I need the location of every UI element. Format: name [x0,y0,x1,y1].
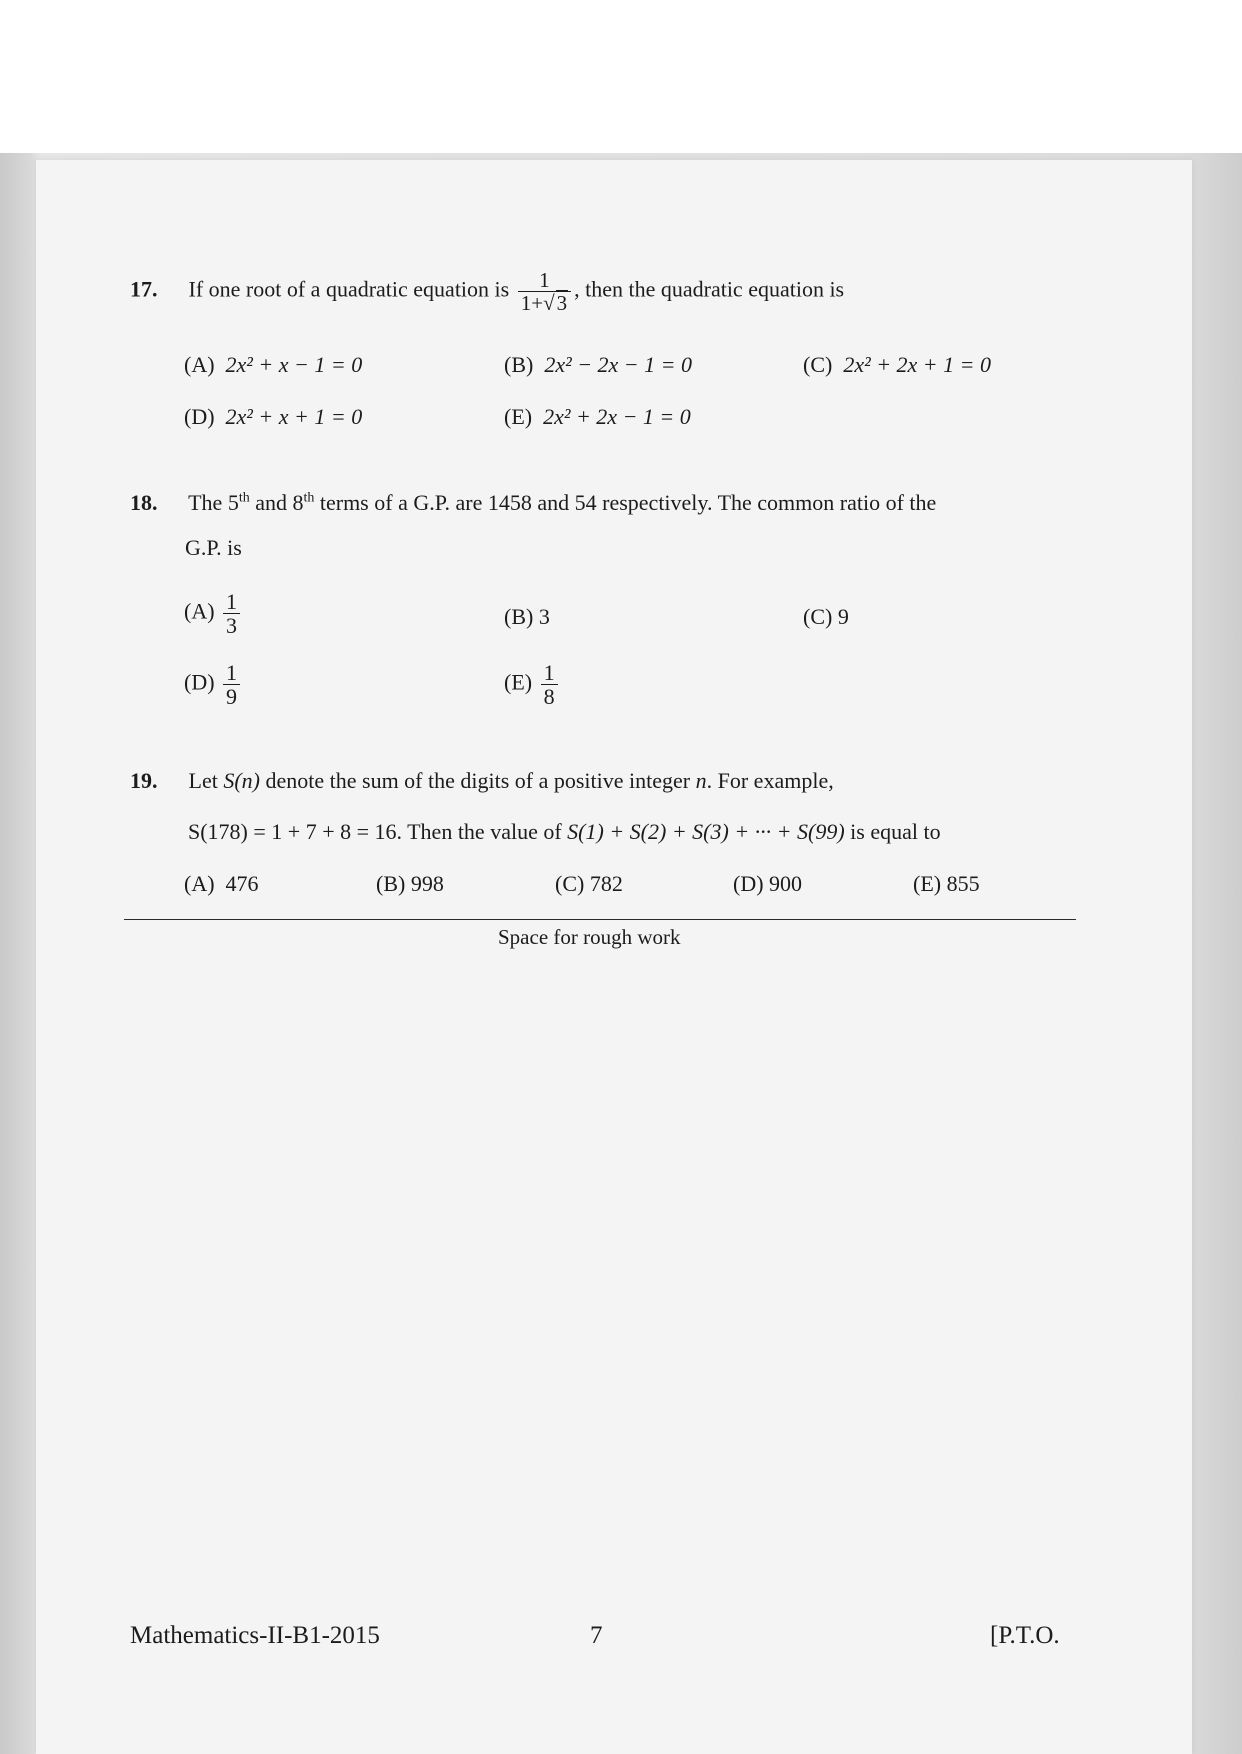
question-19 [130,768,834,794]
fraction-numerator: 1 [518,269,571,292]
option-label: (B) [376,871,406,896]
option-label: (E) [504,669,533,695]
option-text: 2x² + x + 1 = 0 [225,404,363,429]
option-label: (C) [803,604,833,629]
option-text: 782 [589,871,623,896]
footer-page-number: 7 [590,1622,603,1649]
fraction-numerator: 1 [223,590,240,614]
question-stem-continuation: , then the quadratic equation is [574,276,845,302]
option-text: 855 [946,871,980,896]
option-text: 2x² + x − 1 = 0 [225,352,363,377]
option-label: (C) [803,352,833,377]
option-18-d[interactable] [184,661,243,708]
sum-expression: S(1) + S(2) + S(3) + ··· + S(99) [567,819,845,844]
option-label: (A) [184,598,215,624]
option-label: (B) [504,604,534,629]
option-label: (D) [184,404,215,429]
option-label: (E) [913,871,942,896]
option-label: (D) [733,871,764,896]
option-text: 2x² − 2x − 1 = 0 [544,352,692,377]
option-19-d[interactable] [733,871,802,897]
question-number: 17. [130,276,158,302]
option-label: (A) [184,871,215,896]
rough-work-label: Space for rough work [498,925,681,949]
question-stem-part: . For example, [706,768,834,793]
question-18 [130,490,936,516]
option-17-c[interactable] [803,352,991,378]
question-stem-part: denote the sum of the digits of a positive integer [259,768,696,793]
option-label: (D) [184,669,215,695]
sqrt-radicand: 3 [556,291,568,316]
option-fraction [223,590,240,637]
option-text: 2x² + 2x + 1 = 0 [843,352,991,377]
option-fraction [541,661,558,708]
option-17-a[interactable] [184,352,362,378]
fraction-numerator: 1 [541,661,558,685]
question-stem-part: The 5 [188,490,239,515]
denominator-prefix: 1+ [520,291,544,316]
question-19-line2 [188,819,941,845]
question-number: 19. [130,768,158,793]
option-text: 3 [538,604,550,629]
ordinal-suffix: th [238,490,250,506]
option-17-e[interactable] [504,404,691,430]
rough-work-divider [124,919,1076,920]
option-18-b[interactable] [504,604,550,630]
footer-paper-code: Mathematics-II-B1-2015 [130,1622,380,1649]
option-text: 9 [837,604,849,629]
option-17-d[interactable] [184,404,362,430]
root-fraction [518,269,571,314]
fraction-denominator: 9 [226,684,238,710]
option-18-c[interactable] [803,604,849,630]
function-symbol: S(n) [223,768,260,793]
question-stem-part: S(178) = 1 + 7 + 8 = 16. Then the value of [188,819,568,844]
option-19-c[interactable] [555,871,623,897]
fraction-denominator: 3 [226,613,238,639]
question-18-line2: G.P. is [185,535,242,560]
question-stem-part: and 8 [249,490,304,515]
option-text: 998 [410,871,444,896]
question-stem: If one root of a quadratic equation is [188,276,510,302]
fraction-numerator: 1 [223,661,240,685]
question-stem-part: is equal to [844,819,941,844]
option-19-e[interactable] [913,871,980,897]
option-19-a[interactable] [184,871,259,897]
question-stem-part: terms of a G.P. are 1458 and 54 respectively. The common ratio of the [314,490,937,515]
option-label: (C) [555,871,585,896]
variable-symbol: n [695,768,707,793]
option-label: (E) [504,404,533,429]
option-text: 2x² + 2x − 1 = 0 [543,404,691,429]
option-text: 476 [225,871,259,896]
question-17 [130,269,844,314]
option-text: 900 [769,871,803,896]
question-stem-part: Let [188,768,224,793]
option-label: (A) [184,352,215,377]
footer-pto: [P.T.O. [990,1622,1060,1649]
ordinal-suffix: th [303,490,315,506]
option-18-a[interactable] [184,590,243,637]
option-19-b[interactable] [376,871,444,897]
option-label: (B) [504,352,534,377]
option-fraction [223,661,240,708]
option-18-e[interactable] [504,661,561,708]
fraction-denominator: 1+√3 [520,291,568,316]
question-number: 18. [130,490,158,515]
fraction-denominator: 8 [543,684,555,710]
option-17-b[interactable] [504,352,692,378]
